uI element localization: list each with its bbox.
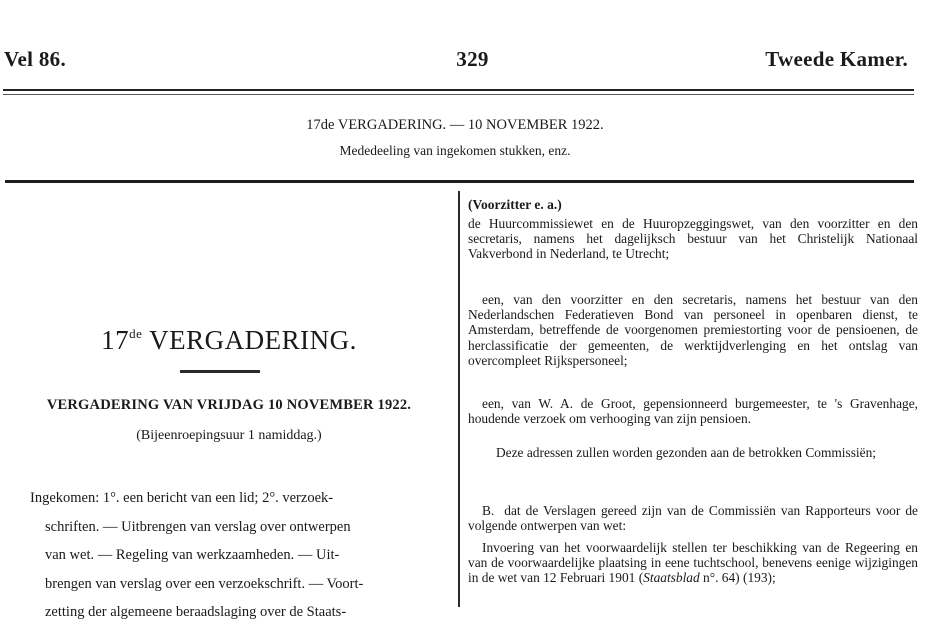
bill-paragraph <box>468 540 918 586</box>
section-subtitle: Mededeeling van ingekomen stukken, enz. <box>339 143 571 158</box>
bill-text: Invoering van het voorwaardelijk stellen ter beschikking van de Regeering en van de voorwaardelijke plaatsing in eene tuchtschool, benevens eenige wijzigingen in de wet van 12 Februari 1901 ( <box>468 540 918 586</box>
page-number: 329 <box>456 47 489 71</box>
chamber-label: Tweede Kamer. <box>765 47 908 71</box>
meeting-title-word: VERGADERING. <box>149 325 357 355</box>
petition-paragraph: de Huurcommissiewet en de Huuropzeggingswet, van den voorzitter en den secretaris, namens het dagelijksch bestuur van het Christelijk Nationaal Vakverbond in Nederland, te Utrecht; <box>468 216 918 262</box>
summary-line: schriften. — Uitbrengen van verslag over ontwerpen <box>45 518 351 535</box>
session-date-heading: VERGADERING VAN VRIJDAG 10 NOVEMBER 1922. <box>46 397 412 413</box>
column-divider <box>458 191 460 607</box>
section-rule <box>5 180 914 183</box>
referral-note: Deze adressen zullen worden gezonden aan de betrokken Commissiën; <box>496 445 877 460</box>
bill-text-end: n°. 64) (193); <box>699 570 776 586</box>
header-rule <box>3 89 914 95</box>
session-summary <box>30 484 448 627</box>
meeting-title <box>0 325 458 356</box>
summary-line: brengen van verslag over een verzoekschrift. — Voort- <box>45 575 364 592</box>
volume-label: Vel 86. <box>4 47 66 71</box>
convening-time: (Bijeenroepingsuur 1 namiddag.) <box>136 428 322 443</box>
meeting-subtitle: 17de VERGADERING. — 10 NOVEMBER 1922. <box>306 117 604 133</box>
summary-line: Ingekomen: 1°. een bericht van een lid; 2°. verzoek- <box>30 490 334 506</box>
section-b-label: B. <box>482 503 495 518</box>
petition-paragraph: een, van W. A. de Groot, gepensionneerd burgemeester, te 's Gravenhage, houdende verzoek om verhooging van zijn pensioen. <box>468 396 918 427</box>
section-b-paragraph <box>468 503 918 533</box>
petition-paragraph: een, van den voorzitter en den secretaris, namens het bestuur van den Nederlandschen Federatieven Bond van personeel in openbaren dienst, te Amsterdam, betreffende de voorgenomen premiestorting voor de pensioenen, de herclassificatie der gemeenten, de werktijdverlenging en het ontslag van overcompleet Rijkspersoneel; <box>468 292 918 368</box>
ordinal-suffix: de <box>129 326 143 341</box>
summary-line: zetting der algemeene beraadslaging over de Staats- <box>45 604 347 621</box>
section-b-text: dat de Verslagen gereed zijn van de Commissiën van Rapporteurs voor de volgende ontwerpen van wet: <box>468 503 918 534</box>
summary-line: van wet. — Regeling van werkzaamheden. — Uit- <box>45 547 340 564</box>
bill-source-italic: Staatsblad <box>643 570 700 586</box>
running-head: (Voorzitter e. a.) <box>468 197 562 212</box>
meeting-number: 17 <box>101 325 130 355</box>
title-separator <box>180 370 260 373</box>
